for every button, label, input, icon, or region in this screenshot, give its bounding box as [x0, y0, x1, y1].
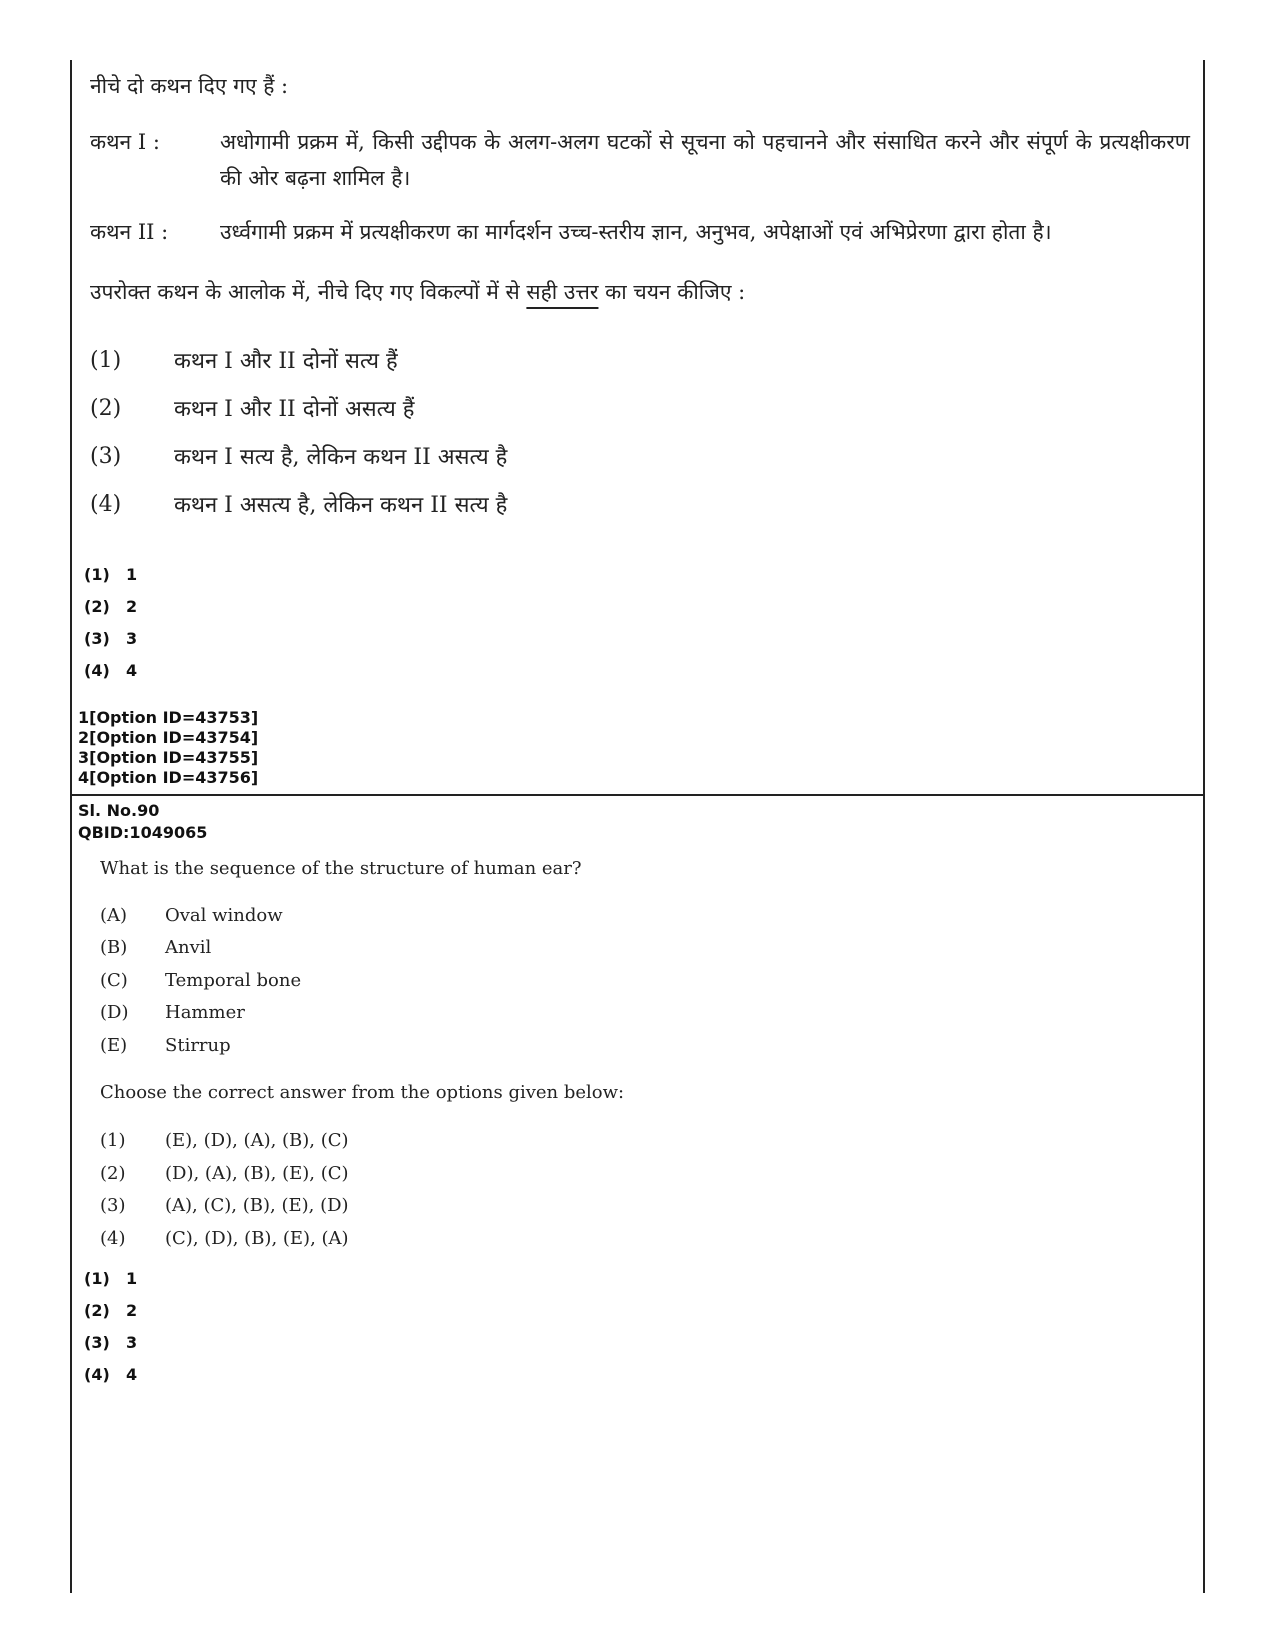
choose-instruction: Choose the correct answer from the options given below:	[100, 1081, 625, 1103]
answer-value: 4	[126, 660, 138, 680]
question-text: What is the sequence of the structure of human ear?	[100, 858, 582, 879]
item-text: Anvil	[165, 937, 212, 959]
qbid: QBID:1049065	[78, 823, 208, 842]
option-text: (A), (C), (B), (E), (D)	[165, 1195, 349, 1217]
answer-number: (1)	[84, 564, 110, 584]
answer-number: (3)	[84, 1332, 110, 1352]
answer-option	[84, 590, 137, 622]
option-text: कथन I और II दोनों सत्य हैं	[174, 349, 398, 374]
option-text: (D), (A), (B), (E), (C)	[165, 1162, 349, 1184]
option-number: (4)	[100, 1227, 126, 1249]
statement-1	[90, 124, 1190, 196]
statement-label: कथन II :	[90, 220, 169, 244]
answer-number: (3)	[84, 628, 110, 648]
answer-value: 3	[126, 628, 138, 648]
answer-option	[84, 1358, 137, 1390]
list-item	[100, 997, 1000, 1030]
option-text: कथन I और II दोनों असत्य हैं	[174, 397, 415, 422]
answer-number: (2)	[84, 1300, 110, 1320]
answer-value: 3	[126, 1332, 138, 1352]
option-row	[100, 1125, 1000, 1158]
instruction-post: का चयन कीजिए :	[598, 280, 746, 304]
instruction-pre: उपरोक्त कथन के आलोक में, नीचे दिए गए विकल्पों में से	[90, 280, 527, 304]
list-item	[100, 932, 1000, 965]
answer-number: (2)	[84, 596, 110, 616]
instruction	[90, 278, 1190, 306]
option-text: कथन I असत्य है, लेकिन कथन II सत्य है	[174, 493, 508, 518]
question-divider	[70, 794, 1205, 796]
option-text: कथन I सत्य है, लेकिन कथन II असत्य है	[174, 445, 508, 470]
list-item	[100, 1029, 1000, 1062]
option-number: (2)	[90, 395, 122, 421]
option-row	[90, 480, 1190, 528]
list-item	[100, 899, 1000, 932]
option-text: (E), (D), (A), (B), (C)	[165, 1130, 349, 1152]
option-id: 4[Option ID=43756]	[78, 768, 259, 787]
answer-number: (4)	[84, 1364, 110, 1384]
answer-option	[84, 558, 137, 590]
question-89-body	[90, 72, 1190, 528]
answer-value: 2	[126, 596, 138, 616]
right-border	[1203, 60, 1205, 1593]
item-label: (E)	[100, 1034, 128, 1056]
option-row	[90, 336, 1190, 384]
item-label: (B)	[100, 937, 128, 959]
item-text: Hammer	[165, 1002, 245, 1024]
option-ids	[78, 708, 258, 788]
option-number: (3)	[90, 443, 122, 469]
option-number: (3)	[100, 1195, 126, 1217]
answer-value: 4	[126, 1364, 138, 1384]
option-number: (1)	[90, 347, 122, 373]
item-text: Stirrup	[165, 1034, 231, 1056]
answer-option	[84, 1262, 137, 1294]
option-row	[100, 1190, 1000, 1223]
item-text: Temporal bone	[165, 969, 302, 991]
option-row	[90, 432, 1190, 480]
answer-option	[84, 1294, 137, 1326]
option-number: (1)	[100, 1130, 126, 1152]
answer-options-q89	[84, 558, 137, 686]
statement-2	[90, 214, 1190, 250]
statement-text: उर्ध्वगामी प्रक्रम में प्रत्यक्षीकरण का मार्गदर्शन उच्च-स्तरीय ज्ञान, अनुभव, अपेक्षाओं एवं अभिप्रेरणा द्वारा होता है।	[220, 220, 1052, 244]
item-label: (D)	[100, 1002, 129, 1024]
answer-option	[84, 654, 137, 686]
option-row	[90, 384, 1190, 432]
item-text: Oval window	[165, 904, 283, 926]
option-id: 2[Option ID=43754]	[78, 728, 259, 747]
statement-label: कथन I :	[90, 130, 160, 154]
list-item	[100, 964, 1000, 997]
answer-value: 1	[126, 564, 138, 584]
answer-option	[84, 622, 137, 654]
item-label: (C)	[100, 969, 128, 991]
option-number: (2)	[100, 1162, 126, 1184]
question-90-body	[100, 858, 1000, 1255]
instruction-underlined: सही उत्तर	[526, 280, 599, 304]
option-id: 1[Option ID=43753]	[78, 708, 259, 727]
question-90-meta	[78, 800, 207, 844]
question-intro: नीचे दो कथन दिए गए हैं :	[90, 74, 289, 98]
answer-options-q90	[84, 1262, 137, 1390]
answer-number: (1)	[84, 1268, 110, 1288]
option-row	[100, 1222, 1000, 1255]
item-label: (A)	[100, 904, 128, 926]
option-number: (4)	[90, 491, 122, 517]
answer-value: 2	[126, 1300, 138, 1320]
option-text: (C), (D), (B), (E), (A)	[165, 1227, 349, 1249]
left-border	[70, 60, 72, 1593]
option-row	[100, 1157, 1000, 1190]
statement-text: अधोगामी प्रक्रम में, किसी उद्दीपक के अलग-अलग घटकों से सूचना को पहचानने और संसाधित करने और संपूर्ण के प्रत्यक्षीकरण की ओर बढ़ना शामिल है।	[220, 130, 1190, 190]
answer-value: 1	[126, 1268, 138, 1288]
serial-number: Sl. No.90	[78, 801, 160, 820]
answer-number: (4)	[84, 660, 110, 680]
option-id: 3[Option ID=43755]	[78, 748, 259, 767]
answer-option	[84, 1326, 137, 1358]
